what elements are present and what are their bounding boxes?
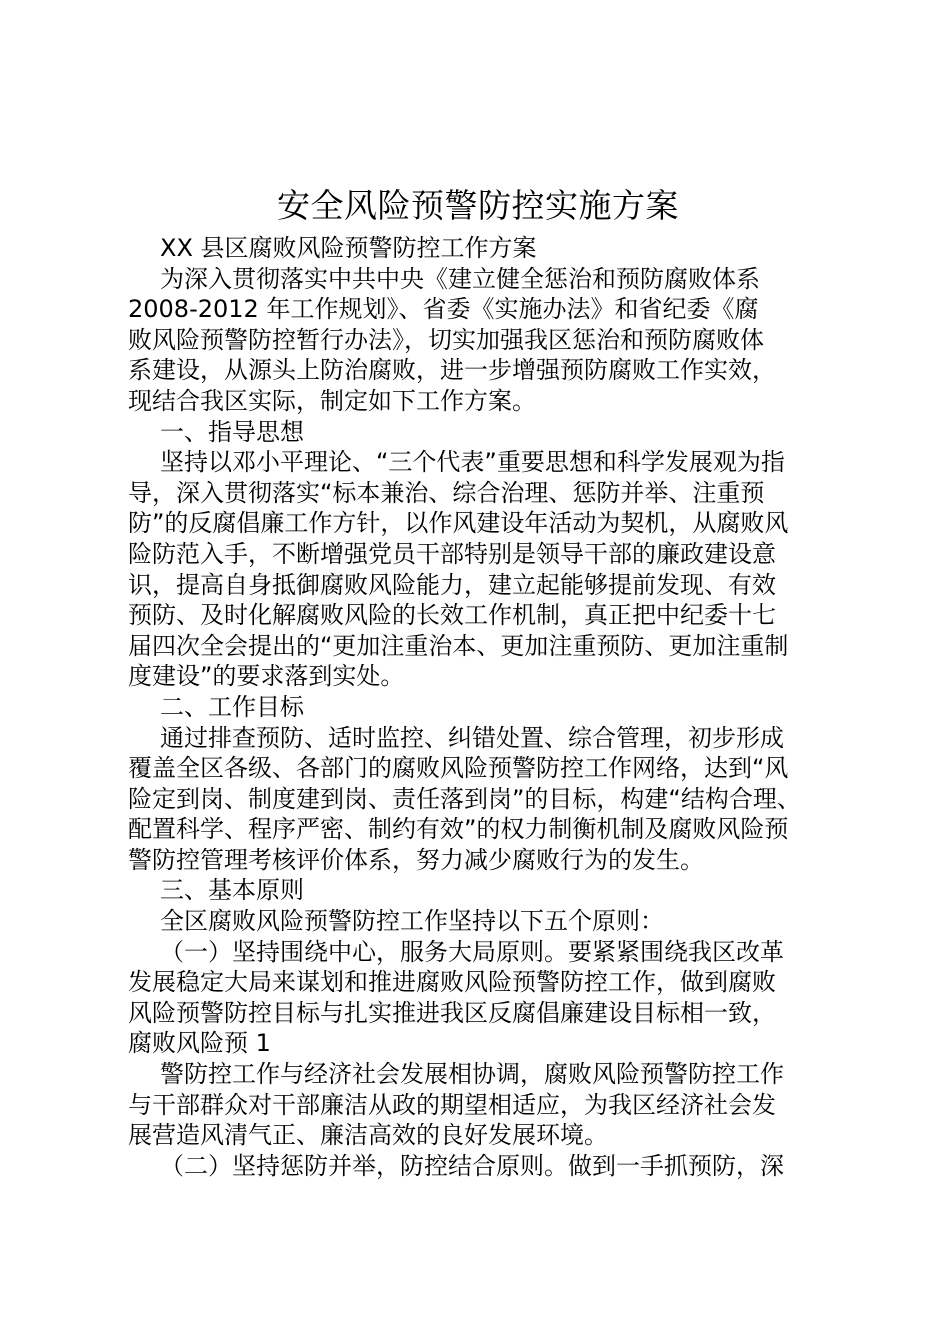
paragraph-line: 系建设，从源头上防治腐败，进一步增强预防腐败工作实效， [128, 356, 776, 385]
paragraph-line: （一）坚持围绕中心，服务大局原则。要紧紧围绕我区改革 [160, 937, 784, 966]
paragraph [128, 692, 828, 723]
paragraph-line: 二、工作目标 [160, 692, 304, 721]
paragraph-line: （二）坚持惩防并举，防控结合原则。做到一手抓预防，深 [160, 1151, 784, 1180]
paragraph [128, 937, 828, 1059]
paragraph-line: 警防控管理考核评价体系，努力减少腐败行为的发生。 [128, 845, 704, 874]
paragraph [128, 875, 828, 906]
paragraph-line: 风险预警防控目标与扎实推进我区反腐倡廉建设目标相一致， [128, 998, 776, 1027]
paragraph-line: 警防控工作与经济社会发展相协调，腐败风险预警防控工作 [160, 1060, 784, 1089]
paragraph-line: 全区腐败风险预警防控工作坚持以下五个原则： [160, 907, 664, 936]
paragraph [128, 723, 828, 876]
paragraph-line: 导，深入贯彻落实“标本兼治、综合治理、惩防并举、注重预 [128, 478, 765, 507]
paragraph-line: 三、基本原则 [160, 876, 304, 905]
paragraph-line: 败风险预警防控暂行办法》，切实加强我区惩治和预防腐败体 [128, 325, 764, 354]
paragraph-line: 发展稳定大局来谋划和推进腐败风险预警防控工作，做到腐败 [128, 968, 776, 997]
paragraph-line: 坚持以邓小平理论、“三个代表”重要思想和科学发展观为指 [160, 448, 785, 477]
document-page [128, 183, 828, 1181]
paragraph-line: 2008-2012 年工作规划》、省委《实施办法》和省纪委《腐 [128, 295, 759, 324]
paragraph [128, 906, 828, 937]
paragraph [128, 447, 828, 692]
paragraph [128, 417, 828, 448]
paragraph-line: 防”的反腐倡廉工作方针，以作风建设年活动为契机，从腐败风 [128, 509, 789, 538]
paragraph-line: 与干部群众对干部廉洁从政的期望相适应，为我区经济社会发 [128, 1090, 776, 1119]
paragraph-line: 覆盖全区各级、各部门的腐败风险预警防控工作网络，达到“风 [128, 754, 789, 783]
document-subtitle: XX 县区腐败风险预警防控工作方案 [160, 234, 537, 262]
paragraph-line: 展营造风清气正、廉洁高效的良好发展环境。 [128, 1121, 608, 1150]
paragraph-line: 现结合我区实际，制定如下工作方案。 [128, 386, 536, 415]
paragraph [128, 264, 828, 417]
paragraph-line: 为深入贯彻落实中共中央《建立健全惩治和预防腐败体系 [160, 264, 760, 293]
paragraph-line: 预防、及时化解腐败风险的长效工作机制，真正把中纪委十七 [128, 601, 776, 630]
paragraph-line: 配置科学、程序严密、制约有效”的权力制衡机制及腐败风险预 [128, 815, 789, 844]
paragraph-line: 识，提高自身抵御腐败风险能力，建立起能够提前发现、有效 [128, 570, 776, 599]
paragraph-line: 险定到岗、制度建到岗、责任落到岗”的目标，构建“结构合理、 [128, 784, 801, 813]
document-title: 安全风险预警防控实施方案 [277, 186, 679, 225]
paragraph-line: 届四次全会提出的“更加注重治本、更加注重预防、更加注重制 [128, 631, 789, 660]
paragraph-line: 一、指导思想 [160, 417, 304, 446]
paragraph [128, 1151, 828, 1182]
paragraph-line: 通过排查预防、适时监控、纠错处置、综合管理，初步形成 [160, 723, 784, 752]
paragraph-line: 度建设”的要求落到实处。 [128, 662, 405, 691]
paragraph-line: 险防范入手，不断增强党员干部特别是领导干部的廉政建设意 [128, 539, 776, 568]
paragraph [128, 1059, 828, 1151]
document-body [128, 264, 828, 1182]
paragraph-line: 腐败风险预 1 [128, 1029, 271, 1058]
